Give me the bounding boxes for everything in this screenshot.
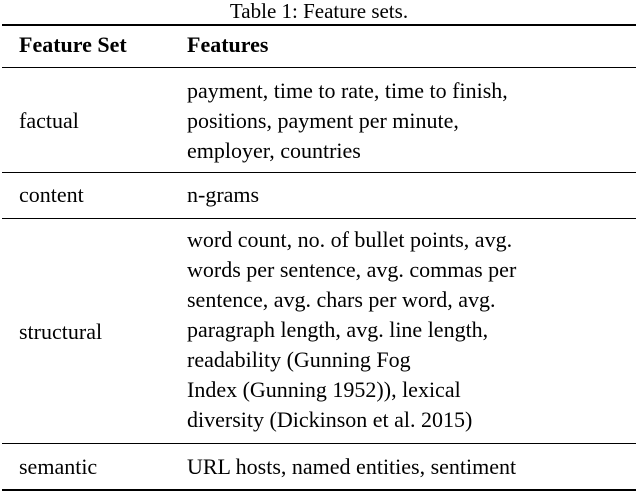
column-header-feature-set: Feature Set [19, 32, 127, 57]
row-features-structural [187, 225, 516, 435]
feature-line: readability (Gunning Fog [187, 347, 411, 372]
row-label-factual: factual [19, 108, 79, 133]
row-features-semantic [187, 452, 516, 482]
row-label-semantic: semantic [19, 454, 98, 479]
feature-line: URL hosts, named entities, sentiment [187, 454, 517, 479]
row-label-structural: structural [19, 319, 103, 344]
table-caption: Table 1: Feature sets. [229, 0, 409, 23]
row-divider [2, 443, 636, 444]
row-divider [2, 218, 636, 219]
row-features-content [187, 180, 259, 210]
feature-line: diversity (Dickinson et al. 2015) [187, 407, 473, 432]
table-top-rule [2, 24, 636, 26]
feature-line: sentence, avg. chars per word, avg. [187, 287, 496, 312]
column-header-features: Features [187, 32, 269, 57]
row-features-factual [187, 76, 508, 166]
feature-line: words per sentence, avg. commas per [187, 257, 517, 282]
row-divider [2, 172, 636, 173]
table-bottom-rule [2, 489, 636, 491]
row-label-content: content [19, 182, 84, 207]
feature-line: Index (Gunning 1952)), lexical [187, 377, 461, 402]
feature-line: paragraph length, avg. line length, [187, 317, 489, 342]
feature-line: n-grams [187, 182, 260, 207]
feature-line: payment, time to rate, time to finish, [187, 78, 508, 103]
feature-line: word count, no. of bullet points, avg. [187, 227, 513, 252]
feature-line: employer, countries [187, 138, 361, 163]
feature-line: positions, payment per minute, [187, 108, 459, 133]
header-bottom-rule [2, 67, 636, 68]
